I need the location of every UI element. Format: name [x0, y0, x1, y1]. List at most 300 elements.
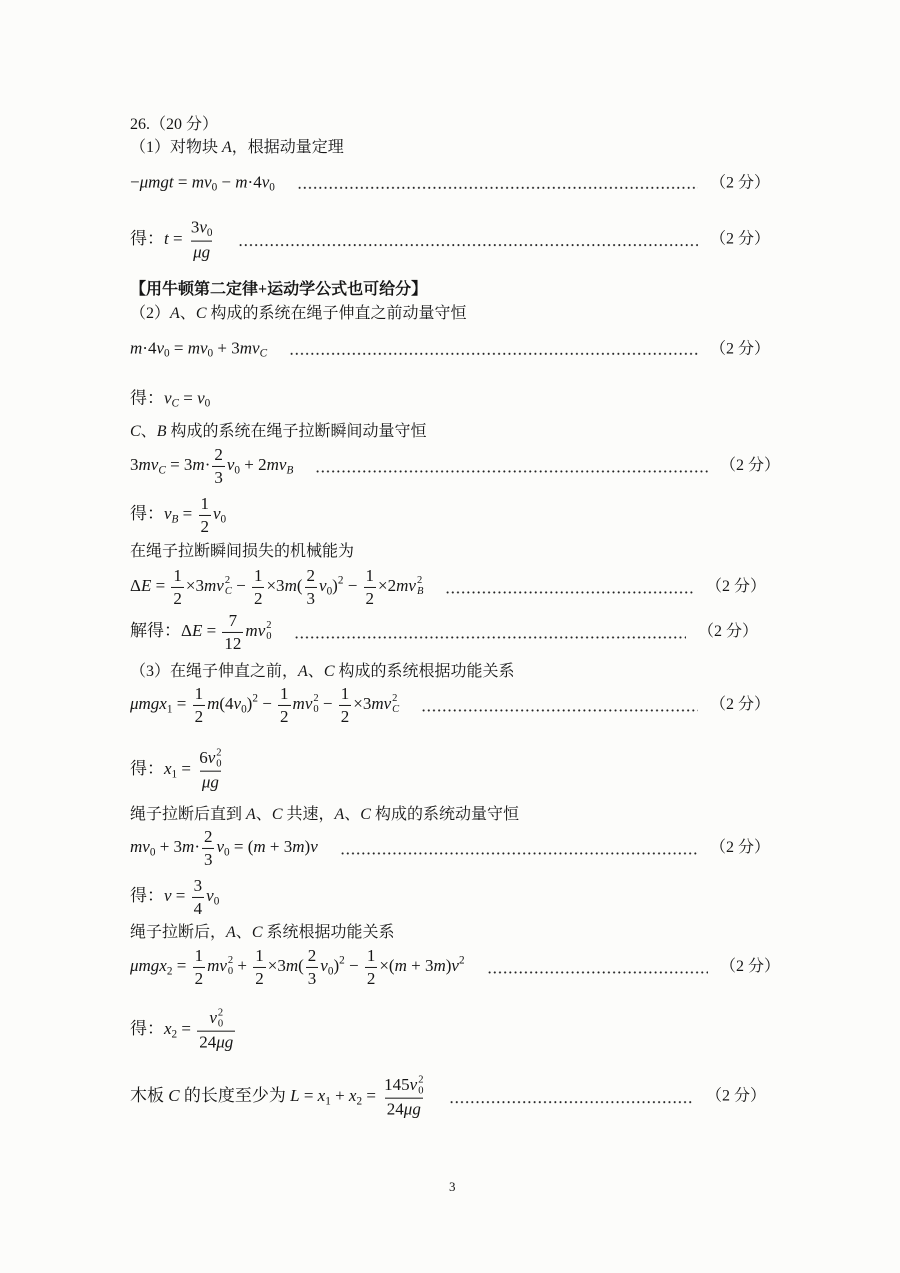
math-text: 1 — [255, 945, 264, 965]
math-variable: v — [206, 885, 214, 905]
subscript: 0 — [206, 226, 213, 239]
subscript: 0 — [207, 347, 214, 360]
subscript: 0 — [327, 965, 334, 978]
fraction — [339, 684, 352, 726]
fraction-numerator — [305, 566, 318, 587]
score: （2 分） — [709, 340, 770, 357]
math-text — [216, 837, 224, 856]
fraction-denominator — [191, 241, 212, 263]
fraction-numerator — [171, 566, 184, 587]
math-variable: m — [207, 693, 220, 713]
fraction — [365, 946, 378, 988]
fraction — [197, 748, 223, 793]
math-variable: μmgx — [130, 693, 167, 713]
math-variable: A — [170, 305, 180, 322]
math-text: = — [362, 1085, 381, 1105]
score: （2 分） — [697, 623, 758, 640]
work-energy-x1-equation — [130, 684, 770, 726]
math-variable: B — [286, 464, 294, 477]
math-text: = — [172, 693, 191, 713]
fraction-numerator — [339, 684, 352, 705]
subscript: 0 — [227, 966, 234, 978]
math-variable: mv — [191, 172, 212, 192]
line-content — [130, 923, 395, 943]
fraction-denominator — [306, 967, 319, 989]
fraction — [171, 566, 184, 608]
math-text: 1 — [200, 493, 209, 513]
part-2-heading — [130, 304, 467, 324]
dot-leader — [340, 852, 698, 855]
math-text: ×(m + 3m)v — [379, 955, 459, 975]
subscript: 1 — [325, 1095, 331, 1108]
dot-leader — [445, 591, 694, 594]
math-text: = (m + 3m)v — [229, 836, 318, 856]
superscript: 2 — [216, 747, 222, 759]
math-text: ) — [246, 693, 253, 713]
math-text: 2 — [200, 516, 209, 536]
dot-leader — [294, 636, 686, 639]
fraction — [382, 1075, 425, 1120]
math-text: 2 — [365, 588, 375, 608]
math-text: 得：v — [130, 503, 172, 523]
line-content — [130, 1008, 237, 1053]
math-text: 2 — [214, 444, 223, 464]
math-variable: v — [261, 172, 270, 192]
math-text: ×3m( — [267, 955, 304, 975]
math-text: ×3mv — [353, 693, 392, 713]
fraction-numerator — [227, 611, 240, 632]
math-variable: C — [259, 347, 268, 360]
sub-superscript — [216, 748, 221, 770]
math-text: − m·4v — [217, 172, 270, 192]
math-text: 24μg — [386, 1099, 421, 1119]
math-text — [293, 694, 313, 713]
math-text — [202, 773, 219, 792]
common-velocity-statement — [130, 805, 519, 825]
math-text: 2 — [255, 968, 264, 988]
math-variable: C — [271, 806, 283, 823]
math-variable: v — [207, 748, 216, 768]
math-text: 2 — [194, 968, 204, 988]
math-text: 3 — [307, 968, 317, 988]
math-text: ) — [333, 955, 340, 975]
fraction — [193, 946, 206, 988]
subscript — [225, 586, 232, 597]
math-text: 【用牛顿第二定律+运动学公式也可给分】 — [130, 281, 428, 298]
part-3-heading — [130, 662, 515, 682]
subscript: 0 — [213, 895, 220, 908]
score: （2 分） — [709, 230, 770, 248]
math-text: 2 — [280, 706, 289, 726]
math-text: 6v — [199, 748, 216, 768]
fraction — [202, 827, 215, 869]
math-variable: x — [164, 758, 172, 778]
math-text — [213, 504, 221, 523]
math-variable: mv — [396, 575, 416, 595]
math-text: ΔE = — [130, 575, 170, 595]
math-text: 解得：ΔE = — [130, 620, 221, 640]
fraction-denominator — [202, 848, 215, 870]
cb-conservation-statement — [130, 422, 426, 442]
line-content — [130, 138, 344, 158]
dot-leader — [421, 709, 698, 712]
fraction-numerator — [306, 946, 319, 967]
line-content — [130, 218, 216, 263]
math-text: 2 — [366, 968, 376, 988]
subscript — [260, 348, 267, 360]
math-text: 4 — [193, 898, 203, 918]
math-variable: mv — [130, 836, 150, 856]
math-variable: A — [334, 806, 345, 823]
subscript: 0 — [217, 1018, 224, 1030]
math-text: + x — [330, 1085, 357, 1105]
math-text: = — [178, 503, 197, 523]
math-text: ) — [332, 575, 338, 595]
line-content — [130, 445, 293, 487]
math-text: 1 — [253, 565, 263, 585]
line-content — [130, 494, 226, 536]
math-variable: A — [222, 139, 232, 156]
math-text: 7 — [228, 610, 238, 630]
math-text — [130, 956, 167, 975]
score: （2 分） — [705, 1087, 766, 1105]
math-text: 得：v — [130, 388, 172, 408]
math-variable: C — [251, 924, 263, 941]
math-variable: m — [284, 575, 297, 595]
math-text: m(4v — [207, 693, 242, 713]
math-variable: A — [298, 663, 308, 680]
dot-leader — [487, 971, 708, 974]
subscript: 0 — [266, 631, 272, 643]
math-text: 3 — [203, 849, 213, 869]
subscript: 1 — [171, 768, 178, 781]
math-variable: m — [253, 836, 266, 856]
fraction — [212, 445, 225, 487]
subscript: 0 — [211, 181, 218, 194]
math-variable: C — [323, 663, 335, 680]
math-variable: C — [224, 586, 232, 598]
math-variable: v — [209, 1008, 217, 1028]
line-content — [130, 611, 272, 653]
subscript: 2 — [171, 1028, 178, 1041]
math-variable: x — [164, 1018, 172, 1038]
cb-momentum-equation — [130, 445, 780, 487]
score: （2 分） — [719, 958, 780, 975]
line-content — [130, 662, 515, 682]
math-text: = — [177, 758, 196, 778]
score: （2 分） — [709, 696, 770, 713]
math-variable: C — [360, 806, 371, 823]
dot-leader — [238, 243, 698, 246]
superscript: 2 — [266, 620, 272, 632]
superscript: 2 — [418, 1074, 424, 1086]
fraction-denominator — [212, 466, 225, 488]
subscript: 0 — [418, 1085, 424, 1097]
superscript: 2 — [217, 1007, 224, 1019]
line-content — [130, 422, 426, 442]
subscript: 2 — [356, 1095, 363, 1108]
math-variable: L — [290, 1085, 300, 1105]
superscript: 2 — [227, 955, 234, 967]
fraction-denominator — [193, 705, 206, 727]
fraction — [364, 566, 377, 608]
math-variable: μg — [193, 242, 211, 262]
math-text: 1 — [194, 683, 204, 703]
math-variable: mv — [207, 955, 227, 975]
math-text: 在绳子拉断瞬间损失的机械能为 — [130, 543, 355, 560]
fraction — [193, 684, 206, 726]
part-1-heading — [130, 138, 344, 158]
math-text: + 2mv — [240, 454, 287, 474]
math-text: 2 — [340, 706, 350, 726]
math-variable: mv — [245, 620, 266, 640]
math-variable: v — [216, 836, 225, 856]
math-text — [130, 694, 167, 713]
math-text: ×2mv — [378, 575, 416, 595]
math-text: 3v — [190, 217, 207, 237]
math-text: m·4v — [130, 338, 164, 358]
x1-result — [130, 748, 226, 793]
superscript: 2 — [252, 692, 258, 705]
fraction-denominator — [199, 515, 212, 537]
math-variable: m — [182, 836, 195, 856]
math-variable: B — [416, 586, 424, 598]
energy-loss-statement — [130, 542, 354, 562]
math-text: 1 — [340, 683, 350, 703]
fraction-numerator — [207, 1008, 225, 1031]
math-variable: x — [317, 1085, 326, 1105]
fraction-denominator — [278, 705, 291, 727]
math-variable: m — [433, 955, 446, 975]
line-content — [130, 387, 210, 410]
subscript: 0 — [204, 397, 211, 410]
math-text: = mv — [169, 338, 208, 358]
math-text: 2 — [203, 826, 213, 846]
subscript: 0 — [269, 181, 275, 194]
math-text — [320, 956, 328, 975]
subscript — [158, 464, 165, 476]
line-content — [130, 876, 219, 918]
fraction-numerator — [193, 946, 206, 967]
math-variable: v — [310, 836, 318, 856]
math-text: + 3m· — [155, 836, 200, 856]
fraction-numerator — [202, 827, 215, 848]
math-variable: v — [320, 955, 328, 975]
math-text: 26.（20 分） — [130, 116, 219, 133]
fraction — [278, 684, 291, 726]
math-variable: B — [171, 513, 179, 526]
math-text: 绳子拉断后直到 A、C 共速，A、C 构成的系统动量守恒 — [130, 806, 519, 823]
sub-superscript — [418, 1075, 423, 1097]
ac-momentum-equation — [130, 337, 770, 360]
math-text: 3 — [193, 875, 203, 895]
math-variable: C — [130, 423, 141, 440]
line-content — [130, 280, 427, 300]
math-text: 1 — [366, 945, 376, 965]
sub-superscript — [218, 1008, 223, 1030]
math-text: 1 — [365, 565, 375, 585]
math-variable: v — [199, 217, 207, 237]
fraction-denominator — [253, 967, 266, 989]
math-text: 3 — [306, 588, 316, 608]
energy-loss-equation — [130, 566, 766, 608]
common-velocity-momentum-equation — [130, 827, 770, 869]
math-text: 2 — [307, 945, 317, 965]
math-text: 1 — [194, 945, 204, 965]
fraction-denominator — [365, 967, 378, 989]
fraction — [253, 946, 266, 988]
dot-leader — [449, 1100, 694, 1103]
fraction-numerator — [252, 566, 265, 587]
math-text — [245, 621, 265, 640]
math-text: C、B 构成的系统在绳子拉断瞬间动量守恒 — [130, 423, 427, 440]
superscript: 2 — [339, 954, 345, 967]
subscript: 1 — [166, 703, 173, 716]
math-text — [209, 1008, 217, 1027]
math-variable: E — [191, 620, 203, 640]
math-text: −μmgt = mv — [130, 172, 212, 192]
subscript: 0 — [220, 513, 227, 526]
math-text — [130, 837, 150, 856]
fraction-denominator — [222, 632, 243, 654]
line-content — [130, 337, 267, 360]
math-variable: m — [285, 955, 299, 975]
math-text: 3 — [214, 467, 223, 487]
math-text: （1）对物块 A，根据动量定理 — [130, 139, 344, 156]
score: （2 分） — [719, 457, 780, 474]
question-header — [130, 115, 218, 135]
fraction-numerator — [192, 876, 205, 897]
line-content — [130, 684, 399, 726]
math-text: （3）在绳子伸直之前，A、C 构成的系统根据功能关系 — [130, 663, 515, 680]
math-variable: μmgx — [130, 955, 167, 975]
math-variable: mv — [187, 338, 208, 358]
math-variable: μg — [201, 772, 219, 792]
superscript: 2 — [392, 693, 398, 705]
fraction-denominator — [385, 1098, 423, 1120]
math-text: 2 — [173, 588, 182, 608]
line-content — [130, 748, 226, 793]
line-content — [130, 946, 465, 988]
math-variable: v — [213, 503, 221, 523]
sub-superscript — [392, 693, 399, 715]
math-text: − — [257, 693, 277, 713]
subscript — [392, 704, 399, 715]
math-text: 木板 C 的长度至少为 L = x — [130, 1085, 326, 1105]
momentum-theorem-equation — [130, 171, 770, 194]
math-variable: mv — [204, 575, 224, 595]
math-variable: μmgt — [139, 172, 174, 192]
line-content — [130, 1075, 427, 1120]
line-content — [130, 827, 318, 869]
math-variable: v — [156, 338, 164, 358]
math-text: 12 — [224, 633, 242, 653]
subscript: 0 — [326, 585, 333, 598]
math-variable: x — [348, 1085, 357, 1105]
fraction-denominator — [364, 587, 377, 609]
math-text: − — [343, 575, 362, 595]
math-variable: m — [292, 836, 305, 856]
line-content — [130, 115, 218, 135]
work-energy-after-break-statement — [130, 923, 395, 943]
fraction-denominator — [171, 587, 184, 609]
subscript: 0 — [164, 347, 170, 360]
subscript: 0 — [216, 758, 222, 770]
math-text: − — [344, 955, 363, 975]
math-text — [207, 956, 227, 975]
math-text — [193, 243, 210, 262]
dot-leader — [315, 470, 708, 473]
fraction-numerator — [278, 684, 291, 705]
math-text: 2 — [253, 588, 263, 608]
math-variable: μg — [216, 1032, 234, 1052]
score: （2 分） — [709, 174, 770, 191]
math-text: 得：v = — [130, 885, 190, 905]
math-text: = 3m· — [165, 454, 211, 474]
page-number: 3 — [449, 1179, 456, 1194]
math-variable: v — [197, 388, 205, 408]
fraction-denominator — [193, 967, 206, 989]
time-result — [130, 218, 770, 263]
score: （2 分） — [709, 839, 770, 856]
alternative-method-note — [130, 280, 427, 300]
math-variable: C — [392, 704, 400, 716]
fraction-denominator — [197, 1031, 235, 1053]
line-content — [130, 304, 467, 324]
fraction — [306, 946, 319, 988]
superscript: 2 — [313, 693, 319, 705]
math-variable: mv — [239, 338, 260, 358]
math-text: 得：x — [130, 1018, 172, 1038]
math-variable: A — [246, 806, 256, 823]
fraction-denominator — [339, 705, 352, 727]
math-text: 得：t = — [130, 228, 187, 248]
math-variable: v — [319, 575, 327, 595]
energy-loss-result — [130, 611, 758, 653]
math-text: ×3mv — [185, 575, 224, 595]
math-text — [206, 886, 214, 905]
dot-leader — [297, 187, 698, 190]
math-variable: v — [226, 454, 235, 474]
fraction — [189, 218, 215, 263]
subscript — [286, 464, 293, 476]
math-variable: E — [140, 575, 152, 595]
fraction — [192, 876, 205, 918]
math-text: − — [231, 575, 250, 595]
fraction-numerator — [253, 946, 266, 967]
math-variable: B — [156, 423, 167, 440]
math-variable: v — [164, 885, 172, 905]
vb-result — [130, 494, 226, 536]
fraction-numerator — [364, 566, 377, 587]
math-text: 3mv — [130, 454, 159, 474]
math-variable: C — [168, 1085, 180, 1105]
math-variable: v — [233, 693, 242, 713]
math-variable: m — [192, 454, 205, 474]
fraction-numerator — [189, 218, 215, 241]
superscript: 2 — [337, 574, 344, 587]
math-text: + — [233, 955, 252, 975]
math-text: 2 — [194, 706, 204, 726]
math-text: − — [318, 693, 337, 713]
fraction-denominator — [252, 587, 265, 609]
vc-result — [130, 387, 210, 410]
math-variable: mv — [138, 454, 159, 474]
subscript: 0 — [234, 464, 241, 477]
math-text: 2 — [306, 565, 316, 585]
fraction-denominator — [200, 771, 221, 793]
math-variable: v — [451, 955, 459, 975]
